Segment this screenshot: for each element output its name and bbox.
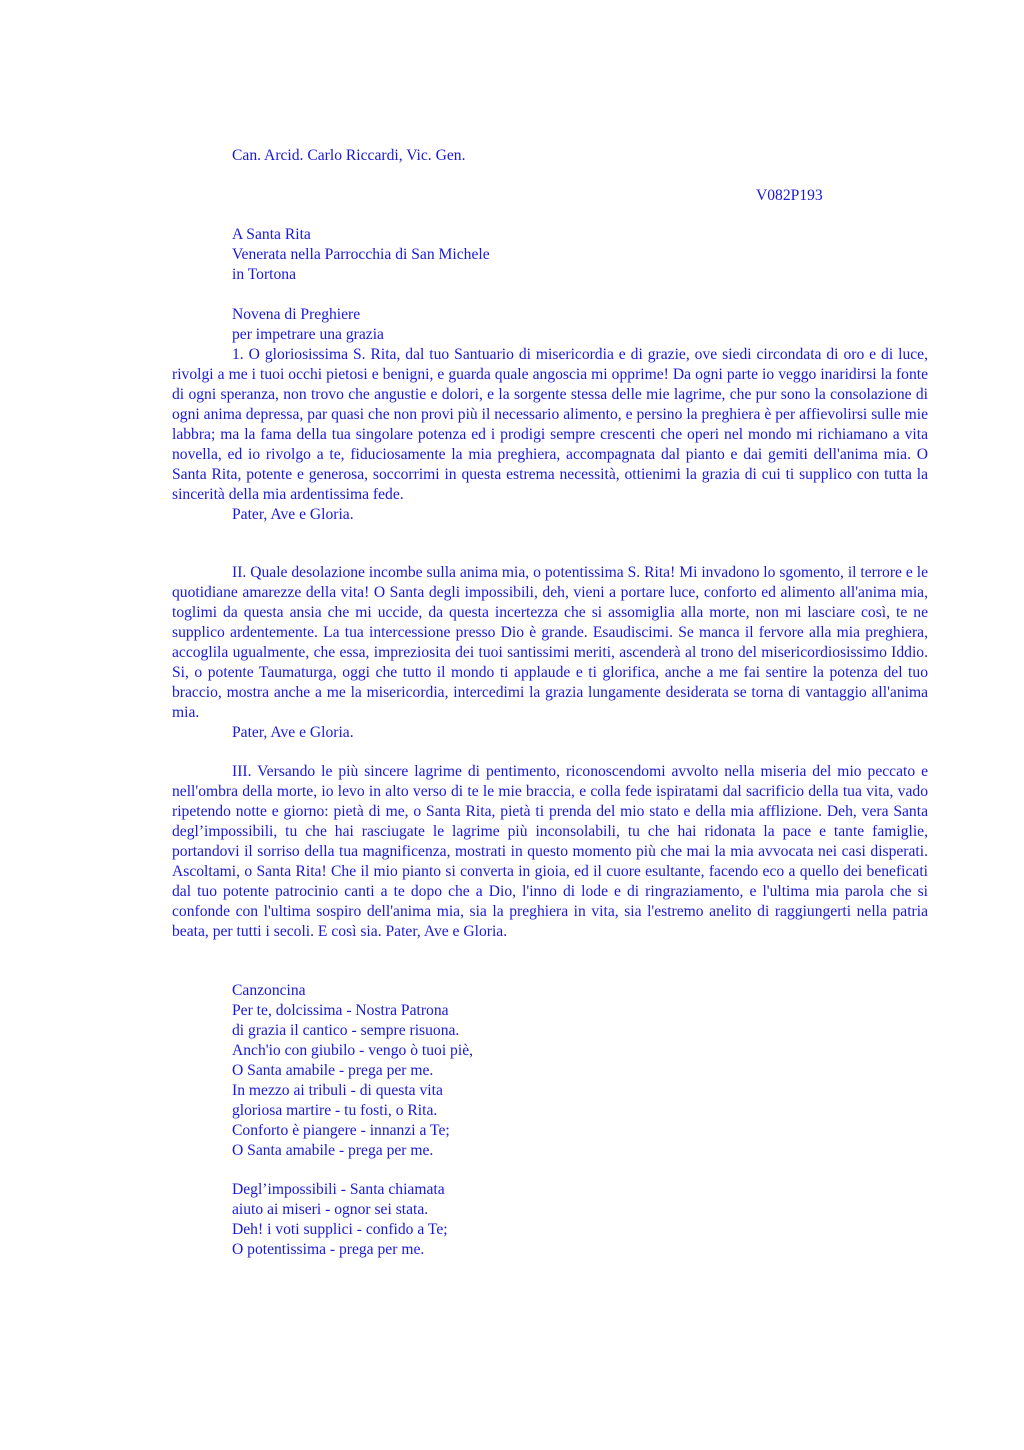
verse-line: Anch'io con giubilo - vengo ò tuoi piè, [232,1042,474,1059]
verse-line: di grazia il cantico - sempre risuona. [232,1022,460,1039]
verse-line: gloriosa martire - tu fosti, o Rita. [232,1102,438,1119]
verse-line: aiuto ai miseri - ognor sei stata. [232,1201,429,1218]
verse-line: Conforto è piangere - innanzi a Te; [232,1122,450,1139]
novena-title: Novena di Preghiere [232,306,361,323]
author-line: Can. Arcid. Carlo Riccardi, Vic. Gen. [232,147,466,164]
verse-line: Deh! i voti supplici - confido a Te; [232,1221,448,1238]
verse-line: O Santa amabile - prega per me. [232,1142,434,1159]
prayer-paragraph: II. Quale desolazione incombe sulla anima mia, o potentissima S. Rita! Mi invadono lo sgomento, il terrore e le quotidiane amarezze della vita! O Santa degli impossibili, deh, vieni a portare luce, conforto ed alimento all'anima mia, toglimi da questa ansia che mi uccide, da questa incertezza che si assomiglia alla morte, non mi lasciare così, te ne supplico ardentemente. La tua intercessione presso Dio è grande. Esaudiscimi. Se manca il fervore alla mia preghiera, accoglila ugualmente, che essa, impreziosita dei tuoi santissimi meriti, ascenderà al trono del misericordiosissimo Iddio. Si, o potente Taumaturga, oggi che tutto il mondo ti applaude e ti glorifica, anche a me fai sentire la potenza del tuo braccio, mostra anche a me la misericordia, intercedimi la grazia lungamente desiderata se torna di vantaggio all'anima mia. [172,564,928,721]
novena-subtitle: per impetrare una grazia [232,326,384,343]
dedication-line: A Santa Rita [232,226,311,243]
reference-code: V082P193 [756,187,823,204]
prayer-section-3 [172,762,928,942]
pater-ave-gloria: Pater, Ave e Gloria. [232,724,354,741]
dedication-line: Venerata nella Parrocchia di San Michele [232,246,490,263]
canzoncina-title: Canzoncina [232,982,306,999]
verse-line: O potentissima - prega per me. [232,1241,425,1258]
dedication-line: in Tortona [232,266,297,283]
verse-line: O Santa amabile - prega per me. [232,1062,434,1079]
prayer-section-2 [172,563,928,743]
prayer-paragraph: III. Versando le più sincere lagrime di pentimento, riconoscendomi avvolto nella miseria del mio peccato e nell'ombra della morte, io levo in alto verso di te le mie braccia, e colla fede ispiratami dal sacrificio della tua vita, vado ripetendo notte e giorno: pietà di me, o Santa Rita, pietà ti prenda del mio stato e della mia afflizione. Deh, vera Santa degl’impossibili, tu che hai rasciugate le lagrime più inconsolabili, tu che hai ridonata la pace e tante famiglie, portandovi il sorriso della tua magnificenza, mostrati in questo momento più che mai la mia avvocata nei casi disperati. Ascoltami, o Santa Rita! Che il mio pianto si converta in gioia, ed il cuore esultante, facendo eco a quello dei beneficati dal tuo potente patrocinio canti a te dopo che a Dio, l'inno di lode e di ringraziamento, e l'ultima mia parola che si confonde con l'ultima sospiro dell'anima mia, sia la preghiera in vita, sia l'estremo anelito di raggiungerti nella patria beata, per tutti i secoli. E così sia. Pater, Ave e Gloria. [172,763,928,940]
verse-line: Per te, dolcissima - Nostra Patrona [232,1002,449,1019]
pater-ave-gloria: Pater, Ave e Gloria. [232,506,354,523]
verse-line: In mezzo ai tribuli - di questa vita [232,1082,443,1099]
prayer-paragraph: 1. O gloriosissima S. Rita, dal tuo Santuario di misericordia e di grazie, ove siedi circondata di oro e di luce, rivolgi a me i tuoi occhi pietosi e benigni, e guarda quale angoscia mi opprime! Da ogni parte io veggo inaridirsi la fonte di ogni speranza, non trovo che angustie e dolori, e la sorgente stessa delle mie lagrime, che pur sono la consolazione di ogni anima depressa, par quasi che non provi più il necessario alimento, e persino la preghiera è per affievolirsi sulle mie labbra; ma la fama della tua singolare potenza ed i prodigi sempre crescenti che operi nel mondo mi richiamano a vita novella, ed io rivolgo a te, fiduciosamente la mia preghiera, accompagnata dal pianto e dai gemiti dell'anima mia. O Santa Rita, potente e generosa, soccorrimi in questa estrema necessità, ottienimi la grazia di cui ti supplico con tutta la sincerità della mia ardentissima fede. [172,346,928,503]
prayer-section-1 [172,345,928,525]
verse-line: Degl’impossibili - Santa chiamata [232,1181,445,1198]
